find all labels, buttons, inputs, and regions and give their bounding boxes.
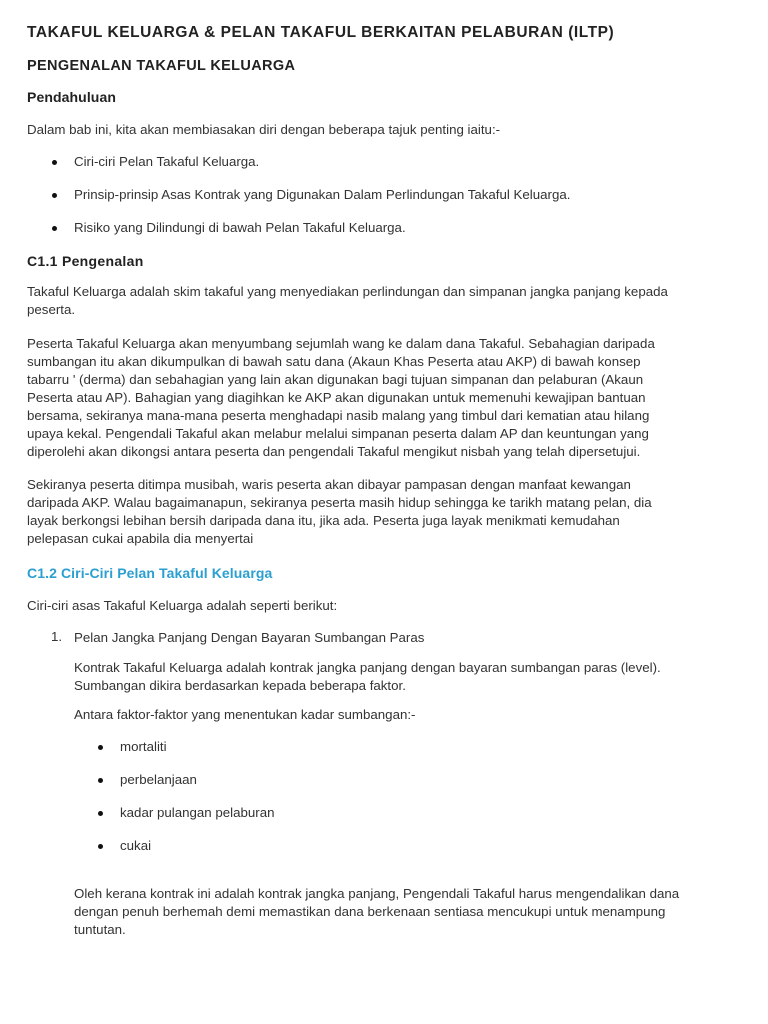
topic-item: Prinsip-prinsip Asas Kontrak yang Digunakan Dalam Perlindungan Takaful Keluarga. [74,187,571,202]
text-line: bersama, sekiranya mana-mana peserta menghadapi nasib malang yang timbul dari kematian atau hilang [27,408,650,423]
bullet-icon [98,745,103,750]
bullet-icon [52,160,57,165]
text-line: sumbangan itu akan dikumpulkan di bawah satu dana (Akaun Khas Peserta atau AKP) di bawah konsep [27,354,641,369]
text-line: Sekiranya peserta ditimpa musibah, waris peserta akan dibayar pampasan dengan manfaat kewangan [27,477,631,492]
feature-description [74,659,661,695]
bullet-icon [98,778,103,783]
text-line: tuntutan. [74,922,126,937]
factors-lead: Antara faktor-faktor yang menentukan kadar sumbangan:- [74,707,416,722]
bullet-icon [98,811,103,816]
text-line: dengan penuh berhemah demi memastikan dana berkenaan sentiasa mencukupi untuk menampung [74,904,666,919]
text-line: Peserta Takaful Keluarga akan menyumbang sejumlah wang ke dalam dana Takaful. Sebahagian daripada [27,336,655,351]
text-line: layak berkongsi lebihan bersih daripada dana itu, jika ada. Peserta juga layak menikmati kemudahan [27,513,620,528]
c12-heading: C1.2 Ciri-Ciri Pelan Takaful Keluarga [27,565,273,581]
feature-closing [74,885,679,939]
text-line: Takaful Keluarga adalah skim takaful yang menyediakan perlindungan dan simpanan jangka panjang kepada [27,284,668,299]
text-line: tabarru ' (derma) dan sebahagian yang lain akan digunakan bagi tujuan simpanan dan pelaburan (Akaun [27,372,644,387]
factor-item: perbelanjaan [120,772,197,787]
c12-lead: Ciri-ciri asas Takaful Keluarga adalah seperti berikut: [27,598,338,613]
document-title: TAKAFUL KELUARGA & PELAN TAKAFUL BERKAITAN PELABURAN (ILTP) [27,24,615,41]
feature-title: Pelan Jangka Panjang Dengan Bayaran Sumbangan Paras [74,630,425,645]
c11-paragraph-1 [27,283,668,319]
factor-item: kadar pulangan pelaburan [120,805,275,820]
text-line: Oleh kerana kontrak ini adalah kontrak jangka panjang, Pengendali Takaful harus mengendalikan dana [74,886,680,901]
intro-heading: Pendahuluan [27,89,116,105]
text-line: Peserta atau AP). Bahagian yang diagihkan ke AKP akan digunakan untuk memenuhi kewajipan bantuan [27,390,646,405]
text-line: pelepasan cukai apabila dia menyertai [27,531,254,546]
text-line: daripada AKP. Walau bagaimanapun, sekiranya peserta masih hidup sehingga ke tarikh matang pelan, dia [27,495,652,510]
topic-item: Ciri-ciri Pelan Takaful Keluarga. [74,154,260,169]
bullet-icon [98,844,103,849]
c11-paragraph-3 [27,476,652,548]
text-line: Sumbangan dikira berdasarkan kepada beberapa faktor. [74,678,406,693]
bullet-icon [52,193,57,198]
text-line: upaya kekal. Pengendali Takaful akan melabur melalui simpanan peserta dalam AP dan keuntungan yang [27,426,649,441]
factor-item: mortaliti [120,739,167,754]
list-number: 1. [51,629,63,644]
bullet-icon [52,226,57,231]
c11-paragraph-2 [27,335,655,461]
c11-heading: C1.1 Pengenalan [27,253,144,269]
section-heading: PENGENALAN TAKAFUL KELUARGA [27,58,296,74]
topic-item: Risiko yang Dilindungi di bawah Pelan Takaful Keluarga. [74,220,406,235]
factor-item: cukai [120,838,152,853]
intro-lead: Dalam bab ini, kita akan membiasakan diri dengan beberapa tajuk penting iaitu:- [27,122,501,137]
text-line: Kontrak Takaful Keluarga adalah kontrak jangka panjang dengan bayaran sumbangan paras (level). [74,660,661,675]
text-line: peserta. [27,302,76,317]
text-line: diperolehi akan dikongsi antara peserta dan pengendali Takaful mengikut nisbah yang telah dipersetujui. [27,444,641,459]
